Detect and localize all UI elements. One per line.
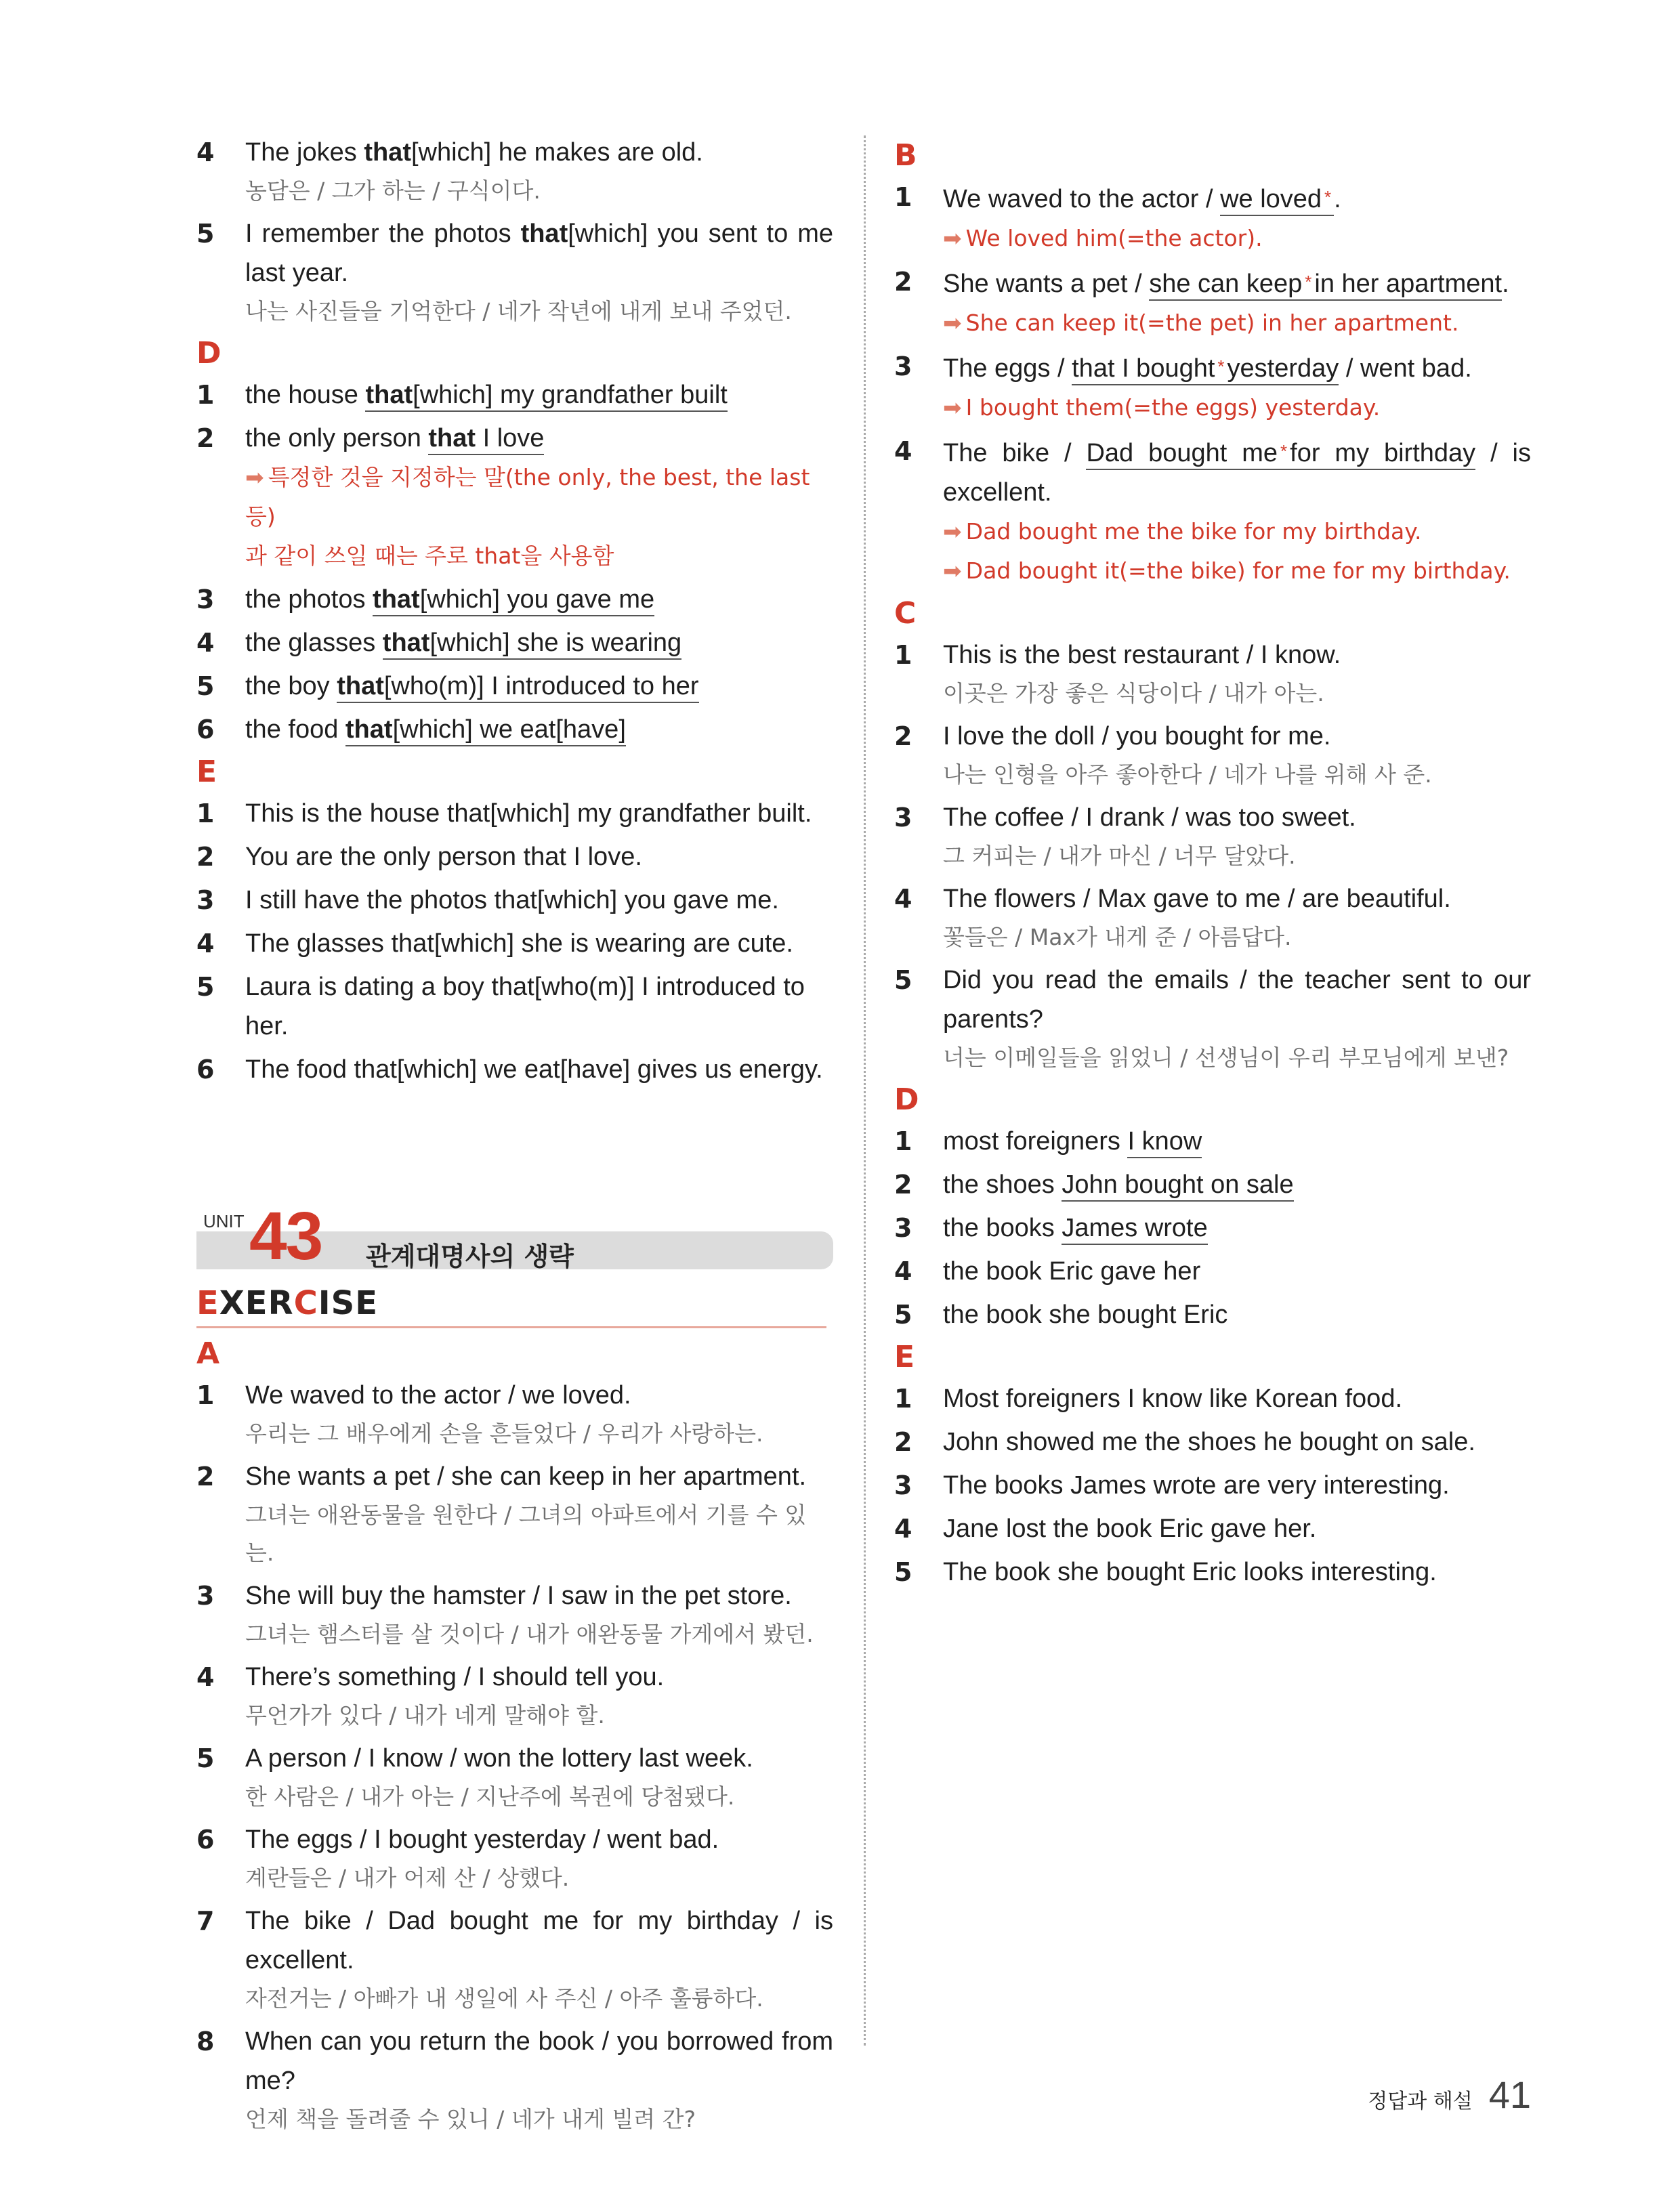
section-label-c: C — [894, 596, 917, 631]
list-item: 1 This is the house that[which] my grandfather built. — [196, 799, 812, 828]
section-label-e: E — [196, 755, 217, 789]
list-item: 1 We waved to the actor / we loved * . ➡ We loved him(=the actor). — [894, 182, 1341, 251]
list-item: 5 Did you read the emails / the teacher sent to our parents? 너는 이메일들을 읽었니 / 선생님이 우리 부모님에게 보낸? — [894, 965, 1531, 1071]
list-item: 1 We waved to the actor / we loved. 우리는 그 배우에게 손을 흔들었다 / 우리가 사랑하는. — [196, 1380, 763, 1447]
list-item: 1 the house that[which] my grandfather built — [196, 375, 833, 415]
unit-header — [196, 1198, 833, 1274]
list-item: 5 the boy that[who(m)] I introduced to her — [196, 667, 833, 706]
omission-star-icon: * — [1217, 356, 1225, 377]
list-item: 3 She will buy the hamster / I saw in the pet store. 그녀는 햄스터를 살 것이다 / 내가 애완동물 가게에서 봤던. — [196, 1581, 814, 1647]
list-item: 2 You are the only person that I love. — [196, 842, 642, 872]
arrow-icon: ➡ — [245, 464, 264, 490]
unit-label: UNIT — [203, 1211, 245, 1231]
list-item: 5 Laura is dating a boy that[who(m)] I introduced to her. — [196, 972, 805, 1040]
underlined-clause: that[who(m)] I introduced to her — [337, 672, 698, 703]
underlined-clause: that[which] my grandfather built — [365, 381, 727, 412]
column-divider — [864, 135, 866, 2046]
grammar-note: ➡ 특정한 것을 지정하는 말(the only, the best, the last 등) — [245, 464, 810, 530]
list-item: 4 The glasses that[which] she is wearing are cute. — [196, 929, 793, 958]
arrow-icon: ➡ — [943, 225, 962, 251]
list-item: 6 the food that[which] we eat[have] — [196, 710, 833, 749]
list-item: 4 Jane lost the book Eric gave her. — [894, 1514, 1317, 1544]
translation: 나는 사진들을 기억한다 / 네가 작년에 내게 보내 주었던. — [245, 298, 792, 324]
list-item: 4 There’s something / I should tell you. 무언가가 있다 / 내가 네게 말해야 할. — [196, 1662, 665, 1729]
underlined-clause: that[which] she is wearing — [383, 629, 681, 660]
list-item: 3 The coffee / I drank / was too sweet. 그 커피는 / 내가 마신 / 너무 달았다. — [894, 803, 1356, 869]
right-column — [894, 133, 1531, 1596]
list-item — [196, 214, 833, 331]
list-item: 2 She wants a pet / she can keep in her apartment. 그녀는 애완동물을 원한다 / 그녀의 아파트에서 기를 수 있는. — [196, 1462, 807, 1566]
omission-star-icon: * — [1305, 272, 1312, 292]
list-item: 3 the photos that[which] you gave me — [196, 580, 833, 619]
arrow-icon: ➡ — [943, 310, 962, 336]
list-item: 2 John showed me the shoes he bought on sale. — [894, 1427, 1475, 1457]
list-item: 6 The eggs / I bought yesterday / went bad. 계란들은 / 내가 어제 산 / 상했다. — [196, 1825, 719, 1891]
list-item: 2 the shoes John bought on sale — [894, 1165, 1531, 1204]
list-item: 2 the only person that I love ➡ 특정한 것을 지정하는 말(the only, the best, the last 등) 과 같이 쓰일 때는 주로 that을 사용함 — [196, 419, 833, 576]
section-label-a: A — [196, 1336, 220, 1371]
list-item: 1 most foreigners I know — [894, 1122, 1531, 1161]
list-item: 3 I still have the photos that[which] you gave me. — [196, 885, 779, 915]
omission-star-icon: * — [1280, 441, 1288, 461]
item-number: 5 — [196, 219, 215, 249]
arrow-icon: ➡ — [943, 518, 962, 545]
underlined-clause: that I love — [428, 424, 544, 455]
list-item: 3 The eggs / that I bought * yesterday / went bad. ➡ I bought them(=the eggs) yesterday. — [894, 352, 1472, 421]
left-column — [196, 133, 833, 2142]
list-item: 5 The book she bought Eric looks interesting. — [894, 1557, 1437, 1587]
section-label-e: E — [894, 1340, 915, 1374]
arrow-icon: ➡ — [943, 394, 962, 421]
item-number: 4 — [196, 138, 215, 167]
list-item: 3 The books James wrote are very interesting. — [894, 1471, 1450, 1500]
underlined-clause: that[which] we eat[have] — [345, 715, 626, 746]
arrow-icon: ➡ — [943, 557, 962, 584]
sentence: I remember the photos that[which] you sent to me last year. — [245, 219, 833, 287]
list-item: 4 the glasses that[which] she is wearing — [196, 623, 833, 662]
list-item: 4 the book Eric gave her — [894, 1256, 1201, 1286]
list-item: 2 I love the doll / you bought for me. 나는 인형을 아주 좋아한다 / 네가 나를 위해 사 준. — [894, 721, 1432, 788]
grammar-note: 과 같이 쓰일 때는 주로 that을 사용함 — [245, 543, 614, 569]
list-item: 1 Most foreigners I know like Korean food. — [894, 1384, 1403, 1414]
list-item: 1 This is the best restaurant / I know. 이곳은 가장 좋은 식당이다 / 내가 아는. — [894, 640, 1341, 706]
omission-star-icon: * — [1324, 187, 1332, 207]
underlined-clause: that[which] you gave me — [373, 585, 654, 616]
unit-title: 관계대명사의 생략 — [366, 1242, 574, 1271]
section-label-d: D — [894, 1082, 919, 1117]
list-item: 4 The bike / Dad bought me * for my birthday / is excellent. ➡ Dad bought me the bike for my birthday. ➡ Dad bought it(=the bike) for me for my birthday. — [894, 436, 1531, 584]
list-item: 2 She wants a pet / she can keep * in her apartment. ➡ She can keep it(=the pet) in her apartment. — [894, 267, 1509, 336]
list-item: 5 the book she bought Eric — [894, 1300, 1228, 1330]
exercise-heading: EXERCISE — [196, 1284, 826, 1328]
section-label-b: B — [894, 138, 917, 173]
list-item: 7 The bike / Dad bought me for my birthday / is excellent. 자전거는 / 아빠가 내 생일에 사 주신 / 아주 훌륭하다. — [196, 1906, 833, 2012]
footer-label: 정답과 해설 — [1368, 2090, 1473, 2113]
sentence: The jokes that[which] he makes are old. — [245, 138, 703, 167]
list-item: 3 the books James wrote — [894, 1208, 1531, 1248]
translation: 농담은 / 그가 하는 / 구식이다. — [245, 177, 541, 204]
page-footer — [1368, 2073, 1531, 2117]
list-item: 8 When can you return the book / you borrowed from me? 언제 책을 돌려줄 수 있니 / 네가 내게 빌려 간? — [196, 2027, 833, 2132]
list-item — [196, 133, 833, 210]
list-item: 4 The flowers / Max gave to me / are beautiful. 꽃들은 / Max가 내게 준 / 아름답다. — [894, 884, 1451, 950]
list-item: 5 A person / I know / won the lottery last week. 한 사람은 / 내가 아는 / 지난주에 복권에 당첨됐다. — [196, 1743, 753, 1810]
page-number: 41 — [1488, 2073, 1531, 2116]
unit-number: 43 — [249, 1198, 322, 1274]
list-item: 6 The food that[which] we eat[have] gives us energy. — [196, 1055, 823, 1084]
section-label-d: D — [196, 336, 222, 371]
